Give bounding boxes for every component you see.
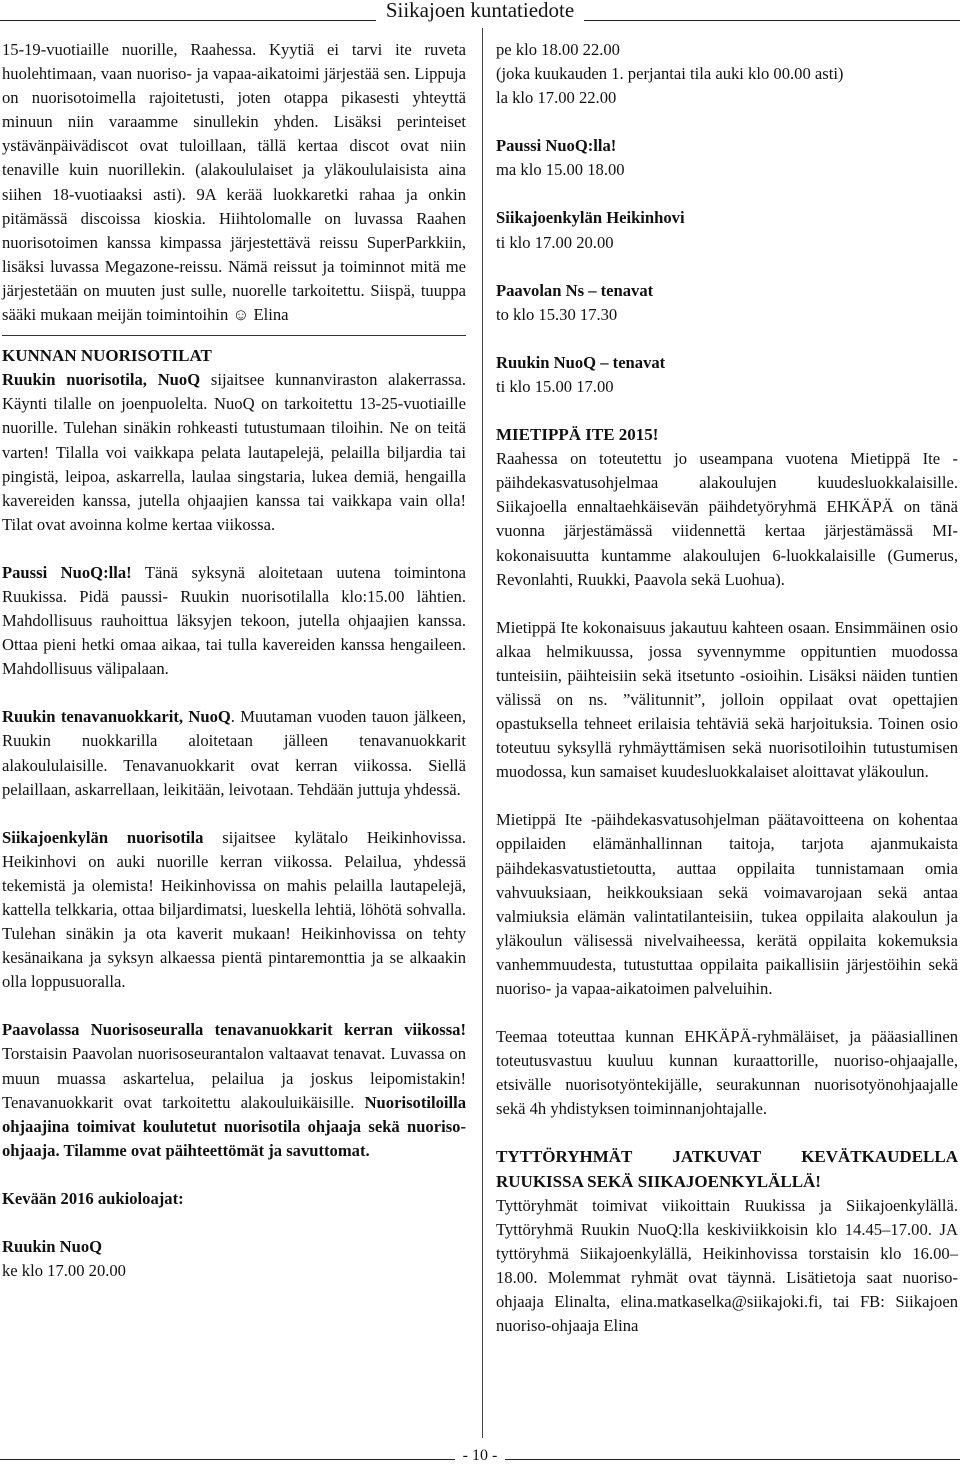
paavola-hours: to klo 15.30 17.30 bbox=[496, 304, 618, 324]
section-rule bbox=[2, 335, 466, 336]
hours-fri: pe klo 18.00 22.00 bbox=[496, 40, 620, 59]
right-column bbox=[496, 38, 958, 1338]
paragraph-heading: Siikajoenkylän nuorisotila bbox=[2, 827, 204, 847]
paragraph-paavola bbox=[2, 1018, 466, 1163]
paragraph-heading: Paussi NuoQ:lla! bbox=[2, 562, 132, 582]
paussi-hours: ma klo 15.00 18.00 bbox=[496, 160, 625, 180]
publication-title: Siikajoen kuntatiedote bbox=[376, 0, 584, 22]
paragraph-text: Torstaisin Paavolan nuorisoseurantalon valtaavat tenavat. Luvassa on muun muassa askartelua, pelailua ja joskus leipomistakin! Tenavanuokkarit ovat tarkoitettu alakouluikäisille. bbox=[2, 1044, 466, 1112]
paragraph-heading: Paavolassa Nuorisoseuralla tenavanuokkarit kerran viikossa! bbox=[2, 1020, 466, 1040]
mietippa-paragraph-2: Mietippä Ite kokonaisuus jakautuu kahteen osaan. Ensimmäinen osio alkaa helmikuussa, jossa syvennymme oppituntien muodossa tunteisiin, päihteisiin sekä itsetunto -osioihin. Lisäksi näiden tuntien välissä on ns. ”välitunnit”, jolloin oppilaat ovat opettajien opastuksella tehneet erilaisia tehtäviä sekä harjoituksia. Toinen osio toteutuu syksyllä ryhmäyttämisen sekä nuorisotiloihin tutustumisen muodossa, kun samaiset kuudesluokkalaiset aloittavat yläkoulun. bbox=[496, 617, 958, 782]
paussi-title: Paussi NuoQ:lla! bbox=[496, 136, 617, 156]
paragraph-note: Nuorisotiloilla ohjaajina toimivat koulutetut nuorisotila ohjaaja sekä nuoriso-ohjaaja. Tilamme ovat päihteettömät ja savuttomat. bbox=[2, 1092, 466, 1160]
mietippa-title: MIETIPPÄ ITE 2015! bbox=[496, 425, 659, 445]
hours-heading: Kevään 2016 aukioloajat: bbox=[2, 1188, 184, 1208]
paragraph-ruukki-nuoq bbox=[2, 368, 466, 537]
paragraph-text: sijaitsee kunnanviraston alakerrassa. Käynti tilalle on joenpuolelta. NuoQ on tarkoitettu 13-25-vuotiaille nuorille. Tulehan sinäkin rohkeasti tutustumaan tiloihin. Ne on teitä varten! Tilalla voi vaikkapa pelata lautapelejä, pelailla biljardia tai pingistä, leipoa, askarrella, laulaa singstaria, lukea demiä, hengailla kavereiden kanssa, jutella ohjaajien kanssa tai vaikkapa vain olla! Tilat ovat avoinna kolme kertaa viikossa. bbox=[2, 370, 466, 534]
page-number: - 10 - bbox=[455, 1447, 506, 1464]
column-divider bbox=[482, 28, 483, 1438]
paragraph-text: . Muutaman vuoden tauon jälkeen, Ruukin nuokkarilla aloitetaan jälleen tenavanuokkarit alakoululaisille. Tenavanuokkarit ovat kerran viikossa. Siellä pelaillaan, askarrellaan, leikitään, leivotaan. Tehdään juttuja yhdessä. bbox=[2, 707, 466, 799]
heikinhovi-hours: ti klo 17.00 20.00 bbox=[496, 232, 614, 252]
tyttoryhmat-paragraph: Tyttöryhmät toimivat viikoittain Ruukissa ja Siikajoenkylällä. Tyttöryhmä Ruukin NuoQ:lla keskiviikkoisin klo 14.45–17.00. JA tyttöryhmä Siikajoenkylällä, Heikinhovissa torstaisin klo 16.00–18.00. Molemmat ryhmät ovat täynnä. Lisätietoja saat nuoriso-ohjaaja Elinalta, elina.matkaselka@siikajoki.fi, tai FB: Siikajoen nuoriso-ohjaaja Elina bbox=[496, 1195, 958, 1336]
mietippa-paragraph-1: Raahessa on toteutettu jo useampana vuotena Mietippä Ite -päihdekasvatusohjelmaa alakoulujen kuudesluokkalaisille. Siikajoella ennaltaehkäisevän päihdetyöryhmä EHKÄPÄ on tänä vuonna järjestämässä viidennettä kertaa järjestämässä MI-kokonaisuutta kuntamme alakoulujen 6-luokkalaisille (Gumerus, Revonlahti, Ruukki, Paavola sekä Luohua). bbox=[496, 449, 958, 589]
intro-paragraph: 15-19-vuotiaille nuorille, Raahessa. Kyytiä ei tarvi ite ruveta huolehtimaan, vaan nuoriso- ja vapaa-aikatoimi järjestää sen. Lippuja on nuorisotoimella rajoitetusti, joten otappa pikasesti yhteyttä minuun niin varaamme sinullekin yhden. Lisäksi perinteiset ystävänpäivädiscot ovat tuloillaan, tällä kertaa discot ovat niin tenaville kuin nuorillekin. (alakoululaiset ja yläkoululaisista aina siihen 18-vuotiaaksi asti). 9A kerää luokkaretki rahaa ja onkin pitämässä discoissa kioskia. Hiihtolomalle on luvassa Raahen nuorisotoimen kanssa kimpassa järjestettävä reissu SuperParkkiin, lisäksi luvassa Megazone-reissu. Nämä reissut ja toiminnot mitä me järjestetään on muuten just sulle, nuorelle tarkoitettu. Siispä, tuuppa sääki mukaan meijän toimintoihin ☺ Elina bbox=[2, 40, 466, 325]
paavola-title: Paavolan Ns – tenavat bbox=[496, 280, 654, 300]
paragraph-heading: Ruukin nuorisotila, NuoQ bbox=[2, 370, 201, 390]
hours-note: (joka kuukauden 1. perjantai tila auki klo 00.00 asti) bbox=[496, 64, 844, 84]
hours-ruukki: ke klo 17.00 20.00 bbox=[2, 1261, 126, 1281]
section-title: KUNNAN NUORISOTILAT bbox=[2, 346, 212, 366]
hours-sat: la klo 17.00 22.00 bbox=[496, 88, 617, 108]
ruukki-tenavat-hours: ti klo 15.00 17.00 bbox=[496, 376, 614, 396]
mietippa-paragraph-3: Mietippä Ite -päihdekasvatusohjelman päätavoitteena on kohentaa oppilaiden elämänhallinnan taitoja, tarjota ajanmukaista päihdekasvatustietoutta, auttaa oppilaita tunnistamaan omia vahvuuksiaan, heikkouksiaan sekä voimavarojaan sekä antaa valmiuksia elämän valintatilanteisiin, tukea oppilaita alakoulun ja yläkoulun välisessä nivelvaiheessa, kerätä oppilaita kokemuksia vanhemmuudesta, tutustuttaa oppilaita paikallisiin järjestöihin sekä nuoriso- ja vapaa-aikatoimen palveluihin. bbox=[496, 810, 958, 998]
paragraph-siikajoenkyla bbox=[2, 826, 466, 995]
paragraph-heading: Ruukin tenavanuokkarit, NuoQ bbox=[2, 707, 231, 727]
paragraph-paussi bbox=[2, 561, 466, 681]
paragraph-tenavanuokkarit bbox=[2, 705, 466, 801]
paragraph-text: Tänä syksynä aloitetaan uutena toimintona Ruukissa. Pidä paussi- Ruukin nuorisotilalla klo:15.00 lähtien. Mahdollisuus rauhoittua läksyjen tekoon, jutella ohjaajien kanssa. Ottaa pieni hetki omaa aikaa, tai tulla kavereiden kanssa hengaileen. Mahdollisuus välipalaan. bbox=[2, 562, 466, 679]
left-column bbox=[2, 38, 466, 1283]
tyttoryhmat-title: TYTTÖRYHMÄT JATKUVAT KEVÄTKAUDELLA RUUKISSA SEKÄ SIIKAJOENKYLÄLLÄ! bbox=[496, 1147, 958, 1191]
heikinhovi-title: Siikajoenkylän Heikinhovi bbox=[496, 208, 685, 228]
page-header bbox=[0, 0, 960, 24]
mietippa-paragraph-4: Teemaa toteuttaa kunnan EHKÄPÄ-ryhmäläiset, ja pääasiallinen toteutusvastuu kuuluu kunnan kuraattorille, nuoriso-ohjaajalle, etsivälle nuorisotyöntekijälle, seurakunnan nuorisotyönohjaajalle sekä 4h yhdistyksen toiminnanjohtajalle. bbox=[496, 1027, 958, 1119]
hours-ruukki-title: Ruukin NuoQ bbox=[2, 1237, 103, 1257]
paragraph-text: sijaitsee kylätalo Heikinhovissa. Heikinhovi on auki nuorille kerran viikossa. Pelailua, yhdessä tekemistä ja olemista! Heikinhovissa on mahis pelailla lautapelejä, kattella telkkaria, ottaa biljardimatsi, lueskella lehtiä, löhötä sohvalla. Tulehan sinäkin ja ota kaverit mukaan! Heikinhovissa on tehty kesänaikana ja syksyn alkaessa pientä pintaremonttia ja se alkaakin olla loppusuoralla. bbox=[2, 827, 466, 992]
ruukki-tenavat-title: Ruukin NuoQ – tenavat bbox=[496, 352, 666, 372]
